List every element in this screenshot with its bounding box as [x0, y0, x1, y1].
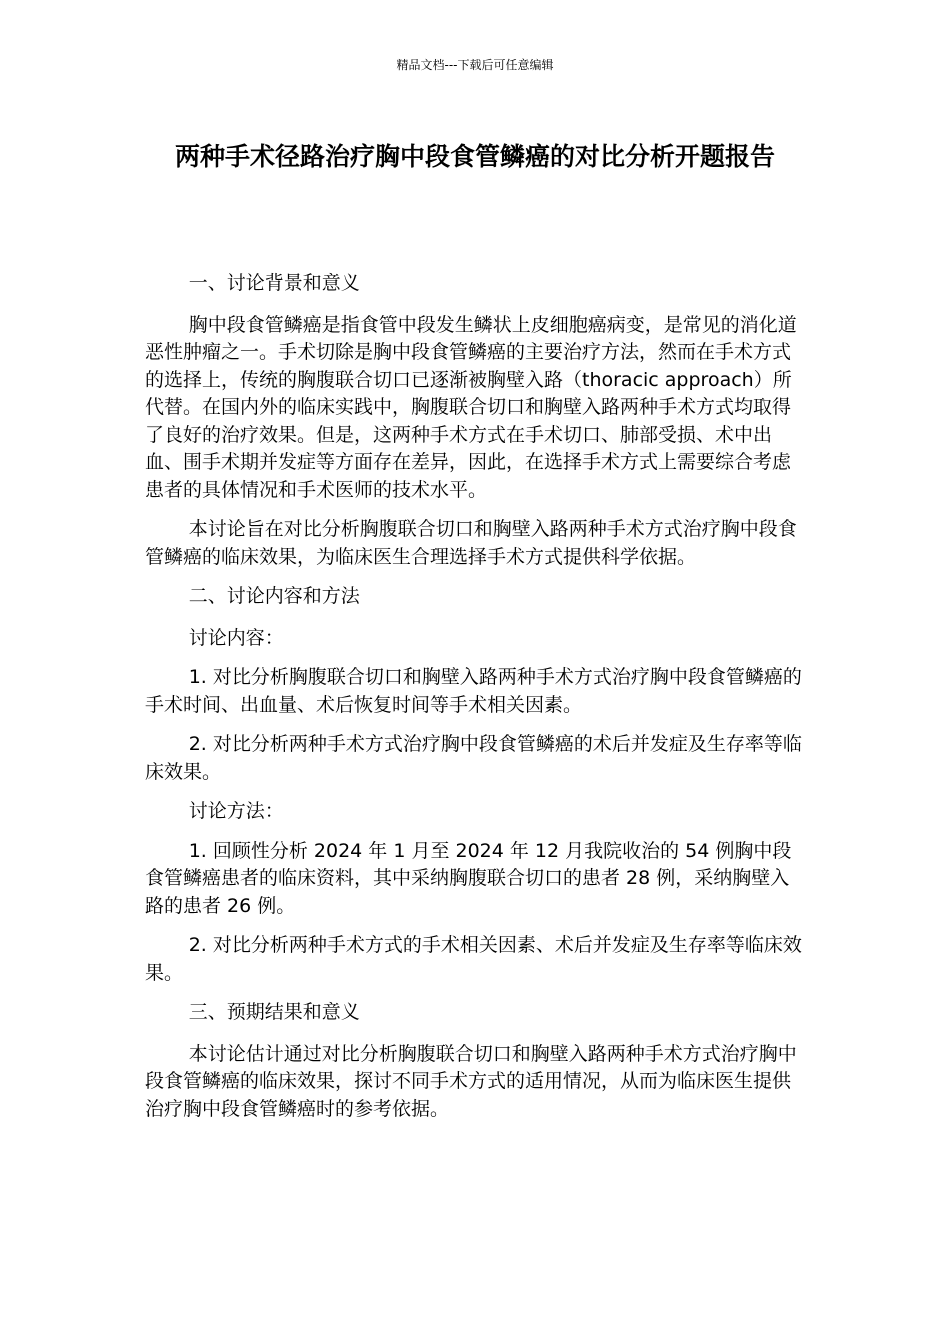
paragraph-expected-results: 本讨论估计通过对比分析胸腹联合切口和胸壁入路两种手术方式治疗胸中段食管鳞癌的临床效果，探讨不同手术方式的适用情况，从而为临床医生提供治疗胸中段食管鳞癌时的参考依据。 [145, 1042, 797, 1120]
list-item-methods-2: 2. 对比分析两种手术方式的手术相关因素、术后并发症及生存率等临床效果。 [145, 934, 802, 984]
document-title: 两种手术径路治疗胸中段食管鳞癌的对比分析开题报告 [174, 142, 775, 171]
paragraph-purpose: 本讨论旨在对比分析胸腹联合切口和胸壁入路两种手术方式治疗胸中段食管鳞癌的临床效果，为临床医生合理选择手术方式提供科学依据。 [145, 518, 797, 568]
list-item-content-2: 2. 对比分析两种手术方式治疗胸中段食管鳞癌的术后并发症及生存率等临床效果。 [145, 733, 802, 783]
subheading-methods: 讨论方法： [188, 800, 284, 822]
section-heading-content-methods: 二、讨论内容和方法 [188, 585, 360, 607]
paragraph-background: 胸中段食管鳞癌是指食管中段发生鳞状上皮细胞癌病变，是常见的消化道恶性肿瘤之一。手术切除是胸中段食管鳞癌的主要治疗方法，然而在手术方式的选择上，传统的胸腹联合切口已逐渐被胸壁入路（thoracic approach）所代替。在国内外的临床实践中，胸腹联合切口和胸壁入路两种手术方式均取得了良好的治疗效果。但是，这两种手术方式在手术切口、肺部受损、术中出血、围手术期并发症等方面存在差异，因此，在选择手术方式上需要综合考虑患者的具体情况和手术医师的技术水平。 [145, 313, 797, 501]
section-heading-background: 一、讨论背景和意义 [188, 272, 360, 294]
list-item-methods-1: 1. 回顾性分析 2024 年 1 月至 2024 年 12 月我院收治的 54 例胸中段食管鳞癌患者的临床资料，其中采纳胸腹联合切口的患者 28 例，采纳胸壁入路的患者 26 例。 [145, 839, 792, 917]
header-note: 精品文档---下载后可任意编辑 [396, 58, 554, 72]
document-body [145, 270, 805, 1135]
subheading-content: 讨论内容： [188, 626, 284, 649]
section-heading-expected-results: 三、预期结果和意义 [188, 1001, 360, 1023]
list-item-content-1: 1. 对比分析胸腹联合切口和胸壁入路两种手术方式治疗胸中段食管鳞癌的手术时间、出血量、术后恢复时间等手术相关因素。 [145, 666, 802, 716]
